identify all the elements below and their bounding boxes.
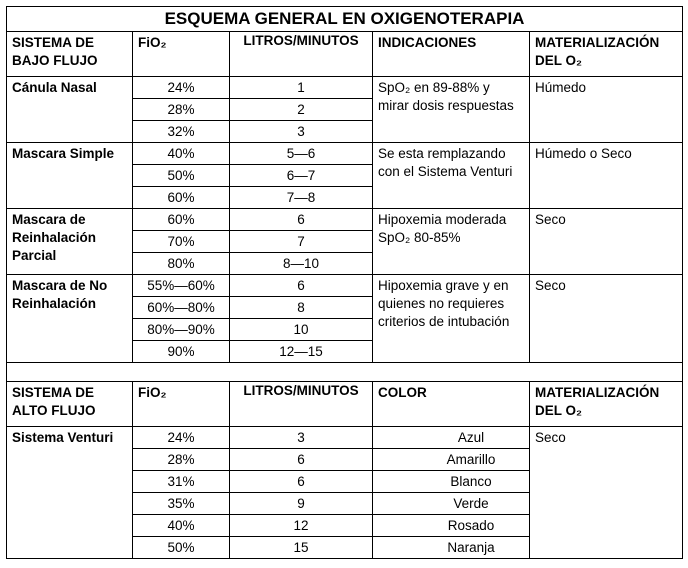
lpm-cell: 6	[230, 209, 373, 231]
oxygen-therapy-document	[6, 6, 682, 559]
header-fio2: FiO₂	[133, 32, 230, 77]
fio2-cell: 28%	[133, 449, 230, 471]
header-material: MATERIALIZACIÓN DEL O₂	[530, 382, 683, 427]
fio2-cell: 32%	[133, 121, 230, 143]
fio2-cell: 60%	[133, 187, 230, 209]
fio2-cell: 35%	[133, 493, 230, 515]
system-name: Mascara de Reinhalación Parcial	[7, 209, 133, 275]
table-row	[7, 275, 683, 297]
lpm-cell: 12—15	[230, 341, 373, 363]
header-system: SISTEMA DE BAJO FLUJO	[7, 32, 133, 77]
system-name: Cánula Nasal	[7, 77, 133, 143]
header-material: MATERIALIZACIÓN DEL O₂	[530, 32, 683, 77]
lpm-cell: 15	[230, 537, 373, 559]
color-cell: Amarillo	[373, 449, 530, 471]
material-cell: Seco	[530, 427, 683, 559]
table-row	[7, 427, 683, 449]
oxygen-therapy-table	[6, 6, 683, 559]
system-name: Sistema Venturi	[7, 427, 133, 559]
material-cell: Húmedo o Seco	[530, 143, 683, 209]
lpm-cell: 6	[230, 471, 373, 493]
lpm-cell: 1	[230, 77, 373, 99]
document-title: ESQUEMA GENERAL EN OXIGENOTERAPIA	[7, 7, 683, 32]
fio2-cell: 28%	[133, 99, 230, 121]
fio2-cell: 80%—90%	[133, 319, 230, 341]
lpm-cell: 7—8	[230, 187, 373, 209]
header-indications: INDICACIONES	[373, 32, 530, 77]
high-flow-header-row	[7, 382, 683, 427]
fio2-cell: 50%	[133, 165, 230, 187]
fio2-cell: 50%	[133, 537, 230, 559]
color-cell: Verde	[373, 493, 530, 515]
lpm-cell: 6	[230, 449, 373, 471]
fio2-cell: 55%—60%	[133, 275, 230, 297]
fio2-cell: 24%	[133, 427, 230, 449]
fio2-cell: 80%	[133, 253, 230, 275]
lpm-cell: 10	[230, 319, 373, 341]
color-cell: Naranja	[373, 537, 530, 559]
fio2-cell: 40%	[133, 515, 230, 537]
material-cell: Húmedo	[530, 77, 683, 143]
lpm-cell: 9	[230, 493, 373, 515]
lpm-cell: 6—7	[230, 165, 373, 187]
lpm-cell: 7	[230, 231, 373, 253]
indication-cell: SpO₂ en 89-88% y mirar dosis respuestas	[373, 77, 530, 143]
color-cell: Azul	[373, 427, 530, 449]
low-flow-header-row	[7, 32, 683, 77]
header-color: COLOR	[373, 382, 530, 427]
header-fio2: FiO₂	[133, 382, 230, 427]
header-lpm: LITROS/MINUTOS	[230, 382, 373, 427]
divider-cell	[7, 363, 683, 382]
lpm-cell: 3	[230, 121, 373, 143]
material-cell: Seco	[530, 209, 683, 275]
fio2-cell: 60%	[133, 209, 230, 231]
color-cell: Blanco	[373, 471, 530, 493]
table-row	[7, 209, 683, 231]
header-system: SISTEMA DE ALTO FLUJO	[7, 382, 133, 427]
fio2-cell: 31%	[133, 471, 230, 493]
lpm-cell: 5—6	[230, 143, 373, 165]
lpm-cell: 12	[230, 515, 373, 537]
lpm-cell: 2	[230, 99, 373, 121]
indication-cell: Hipoxemia grave y en quienes no requieres criterios de intubación	[373, 275, 530, 363]
lpm-cell: 8—10	[230, 253, 373, 275]
indication-cell: Hipoxemia moderada SpO₂ 80-85%	[373, 209, 530, 275]
header-lpm: LITROS/MINUTOS	[230, 32, 373, 77]
fio2-cell: 70%	[133, 231, 230, 253]
fio2-cell: 90%	[133, 341, 230, 363]
fio2-cell: 40%	[133, 143, 230, 165]
table-row	[7, 77, 683, 99]
system-name: Mascara de No Reinhalación	[7, 275, 133, 363]
lpm-cell: 8	[230, 297, 373, 319]
section-divider	[7, 363, 683, 382]
lpm-cell: 3	[230, 427, 373, 449]
system-name: Mascara Simple	[7, 143, 133, 209]
table-row	[7, 143, 683, 165]
color-cell: Rosado	[373, 515, 530, 537]
indication-cell: Se esta remplazando con el Sistema Venturi	[373, 143, 530, 209]
lpm-cell: 6	[230, 275, 373, 297]
material-cell: Seco	[530, 275, 683, 363]
fio2-cell: 60%—80%	[133, 297, 230, 319]
fio2-cell: 24%	[133, 77, 230, 99]
